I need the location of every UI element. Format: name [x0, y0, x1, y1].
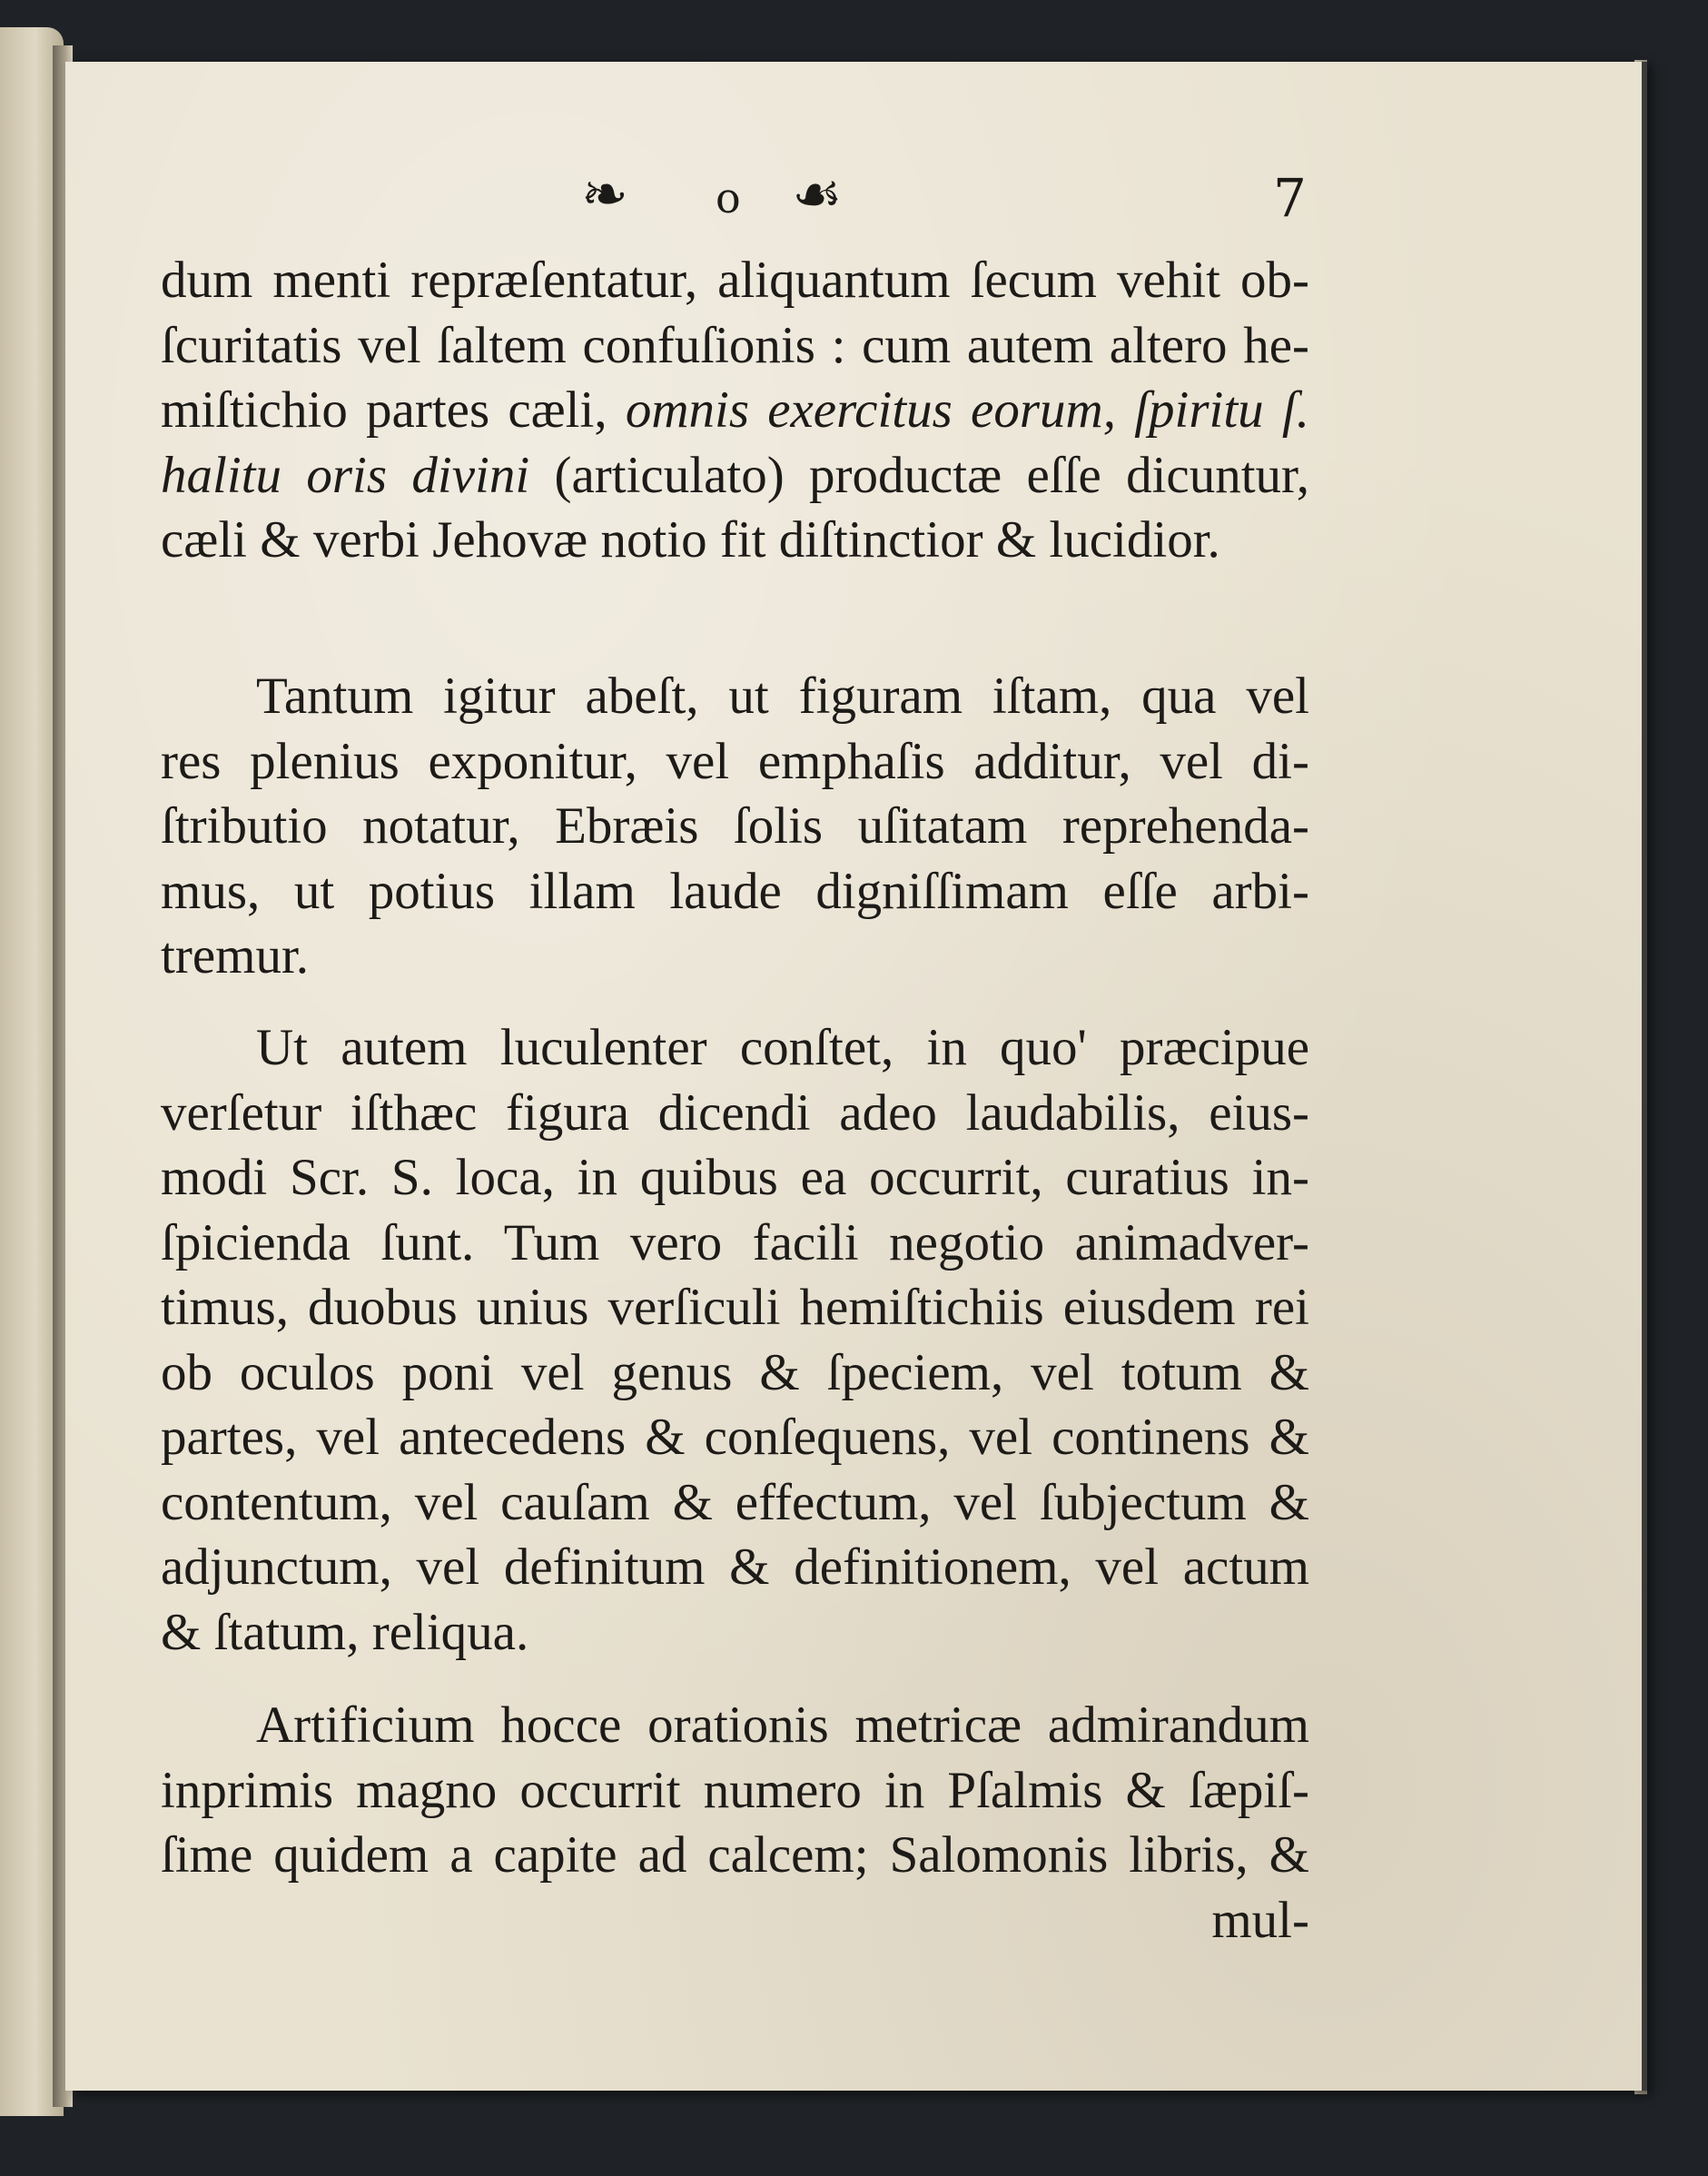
text-line: ſpicienda ſunt. Tum vero facili negotio animadver- — [161, 1213, 1309, 1271]
text-line: verſetur iſthæc figura dicendi adeo laudabilis, eius- — [161, 1083, 1309, 1142]
page-number: 7 — [1273, 167, 1307, 229]
text-line: dum menti repræſentatur, aliquantum ſecum vehit ob- — [161, 252, 1309, 309]
text-line: timus, duobus unius verſiculi hemiſtichiis eiusdem rei — [161, 1279, 1309, 1336]
italic-phrase: omnis exercitus eorum, ſpiritu ſ. — [625, 381, 1309, 439]
italic-phrase: halitu oris divini — [161, 446, 530, 504]
text-line: Artificium hocce orationis metricæ admirandum — [256, 1696, 1309, 1754]
text-line: ſcuritatis vel ſaltem confuſionis : cum autem altero he- — [161, 316, 1309, 374]
text-segment: miſtichio partes cæli, — [161, 381, 626, 439]
text-line — [161, 443, 1309, 509]
text-line: ſime quidem a capite ad calcem; Salomonis libris, & — [161, 1826, 1309, 1884]
paragraph-4 — [161, 1693, 1309, 1953]
paragraph-2 — [161, 664, 1309, 989]
paragraph-1 — [161, 248, 1309, 573]
text-line: cæli & verbi Jehovæ notio fit diſtinctior & lucidior. — [161, 511, 1220, 569]
text-line: partes, vel antecedens & conſequens, vel continens & — [161, 1409, 1309, 1466]
text-line: mus, ut potius illam laude digniſſimam eſſe arbi- — [161, 862, 1309, 920]
text-line: tremur. — [161, 927, 310, 984]
catchword: mul- — [1211, 1891, 1309, 1949]
text-line: ſtributio notatur, Ebræis ſolis uſitatam reprehenda- — [161, 797, 1309, 855]
text-line: ob oculos poni vel genus & ſpeciem, vel totum & — [161, 1343, 1309, 1401]
fleuron-left-icon: ❧ — [581, 161, 628, 227]
text-line: contentum, vel cauſam & effectum, vel ſubjectum & — [161, 1473, 1309, 1531]
text-line: modi Scr. S. loca, in quibus ea occurrit, curatius in- — [161, 1149, 1309, 1206]
text-line: Tantum igitur abeſt, ut figuram iſtam, qua vel — [256, 668, 1309, 725]
book-page — [65, 62, 1642, 2091]
text-line — [161, 378, 1309, 443]
fleuron-right-icon: ☙ — [792, 161, 843, 227]
text-line: adjunctum, vel definitum & definitionem, vel actum — [161, 1538, 1309, 1596]
text-line: Ut autem luculenter conſtet, in quo' præcipue — [256, 1019, 1309, 1076]
header-ornament-center: o — [716, 173, 741, 223]
page-header — [65, 153, 1642, 239]
text-line: inprimis magno occurrit numero in Pſalmis & ſæpiſ- — [161, 1761, 1309, 1819]
text-line: res plenius exponitur, vel emphaſis additur, vel di- — [161, 732, 1309, 790]
paragraph-3 — [161, 1015, 1309, 1665]
text-line: & ſtatum, reliqua. — [161, 1603, 529, 1661]
text-segment: (articulato) productæ eſſe dicuntur, — [554, 446, 1309, 504]
